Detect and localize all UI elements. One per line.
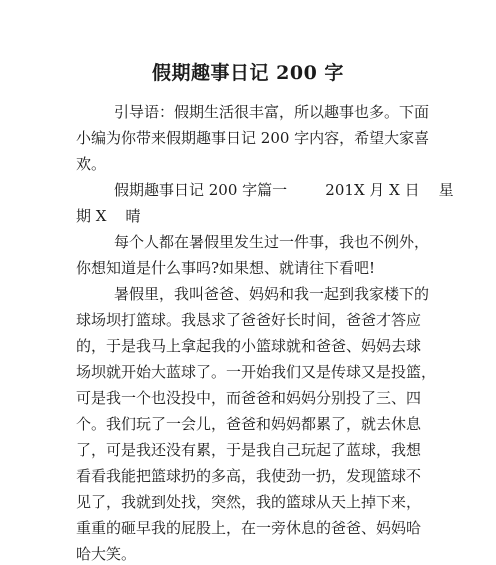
document-title: 假期趣事日记 200 字 [152, 62, 344, 84]
paragraph-line: 引导语：假期生活很丰富，所以趣事也多。下面 [114, 103, 430, 121]
paragraph-line: 重重的砸早我的屁股上，在一旁休息的爸爸、妈妈哈 [76, 519, 422, 537]
paragraph-line: 期 X 晴 [76, 207, 141, 225]
paragraph-line: 可是我一个也没投中，而爸爸和妈妈分别投了三、四 [76, 389, 422, 407]
paragraph-line: 每个人都在暑假里发生过一件事，我也不例外， [114, 233, 430, 251]
paragraph-line: 你想知道是什么事吗?如果想、就请往下看吧! [76, 259, 376, 277]
paragraph-line: 看看我能把篮球扔的多高，我使劲一扔，发现篮球不 [76, 467, 422, 485]
paragraph-line: 假期趣事日记 200 字篇一 201X 月 X 日 星 [114, 181, 454, 199]
paragraph-line: 见了，我就到处找，突然，我的篮球从天上掉下来， [76, 493, 422, 511]
paragraph-line: 欢。 [76, 155, 107, 173]
paragraph-line: 哈大笑。 [76, 545, 137, 563]
paragraph-line: 个。我们玩了一会儿，爸爸和妈妈都累了，就去休息 [76, 415, 422, 433]
paragraph-line: 了，可是我还没有累，于是我自己玩起了蓝球，我想 [76, 441, 422, 459]
paragraph-line: 场坝就开始大蓝球了。一开始我们又是传球又是投篮， [76, 363, 437, 381]
paragraph-line: 球场坝打篮球。我恳求了爸爸好长时间，爸爸才答应 [76, 311, 422, 329]
paragraph-line: 小编为你带来假期趣事日记 200 字内容，希望大家喜 [76, 129, 430, 147]
paragraph-line: 暑假里，我叫爸爸、妈妈和我一起到我家楼下的 [114, 285, 430, 303]
paragraph-line: 的，于是我马上拿起我的小篮球就和爸爸、妈妈去球 [76, 337, 422, 355]
